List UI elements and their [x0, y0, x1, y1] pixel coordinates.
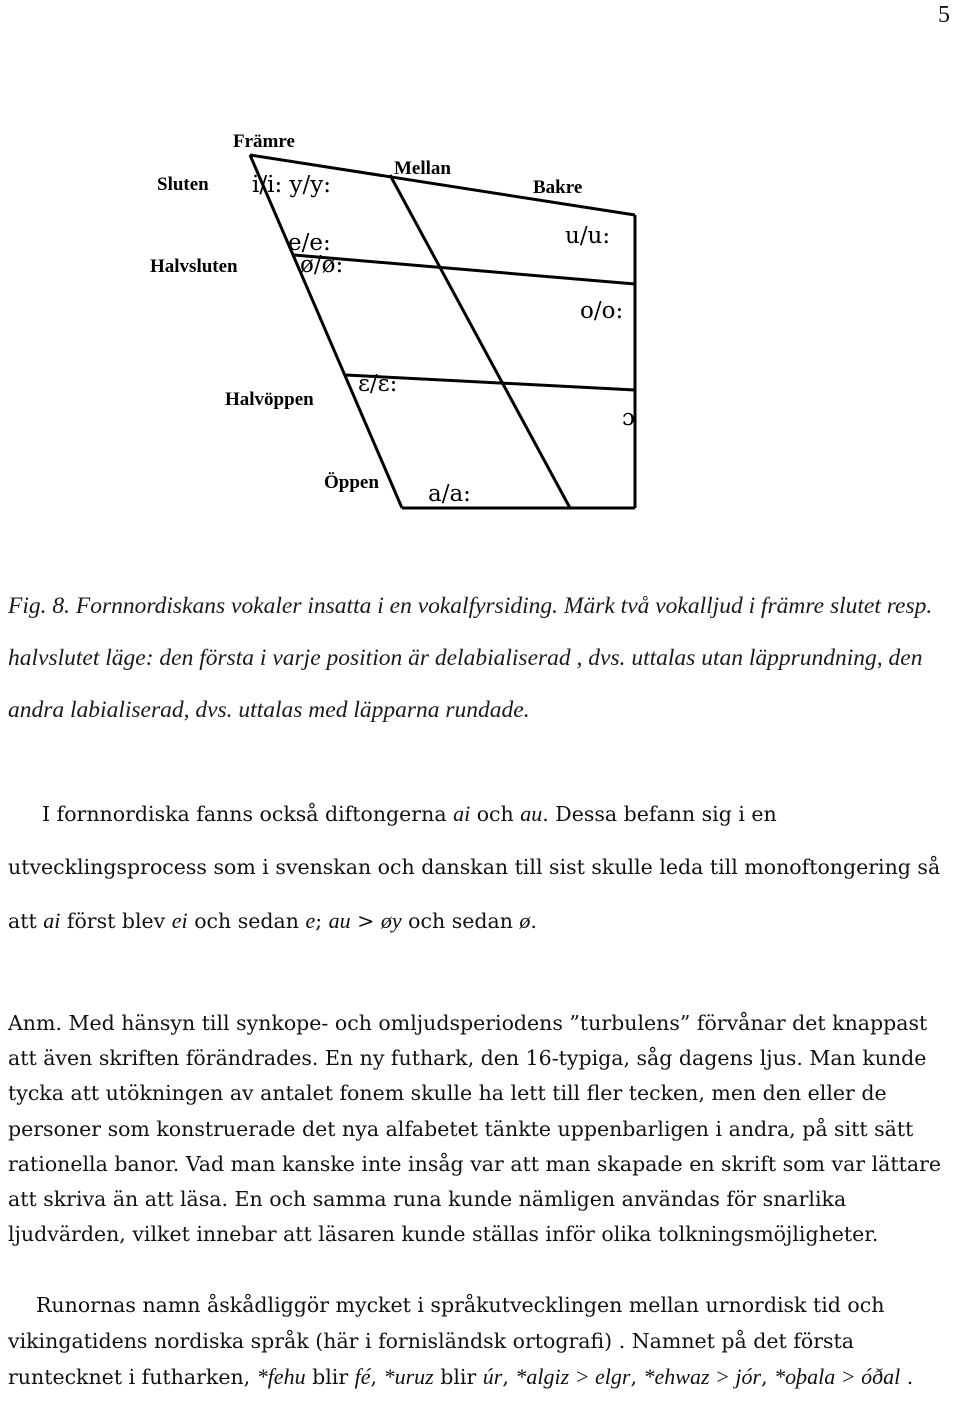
term-ur: úr — [482, 1364, 503, 1389]
term-au: au — [328, 908, 351, 933]
runes-text: , — [630, 1365, 644, 1389]
vowel-close-mid-back: o/o: — [580, 298, 624, 324]
term-fehu: *fehu — [256, 1364, 306, 1389]
diphthong-paragraph — [8, 787, 953, 948]
diphthong-text: och sedan — [187, 909, 306, 933]
diphthong-text: . — [530, 909, 537, 933]
term-algiz: *algiz > elgr — [515, 1364, 631, 1389]
chart-close-mid-line — [294, 255, 635, 284]
term-oy: øy — [380, 908, 402, 933]
label-back: Bakre — [533, 177, 583, 198]
diphthong-text: > — [350, 909, 381, 933]
diphthong-text: och — [470, 802, 521, 826]
page-number: 5 — [938, 2, 950, 28]
term-o: ø — [519, 908, 531, 933]
vowel-close-mid-front-unrounded: e/e: — [288, 230, 331, 256]
label-open: Öppen — [324, 472, 379, 493]
label-open-mid: Halvöppen — [225, 389, 314, 410]
runes-text: , — [502, 1365, 516, 1389]
runes-text: Runornas namn åskådliggör mycket i språkutvecklingen mellan urnordisk tid och vikingatidens nordiska språk (här i fornisländsk ortografi) . Namnet på det första runtecknet i futharken, — [8, 1293, 885, 1389]
diphthong-text: ; — [315, 909, 329, 933]
diphthong-text: I fornnordiska fanns också diftongerna — [42, 802, 454, 826]
vowel-close-back: u/u: — [565, 223, 611, 249]
term-au: au — [520, 801, 543, 826]
chart-central-divider — [390, 175, 570, 508]
term-ai: ai — [43, 908, 61, 933]
term-ai: ai — [453, 801, 471, 826]
vowel-open-mid-front: ɛ/ɛ: — [358, 371, 398, 397]
term-ei: ei — [171, 908, 188, 933]
label-close-mid: Halvsluten — [150, 256, 238, 277]
label-front: Främre — [233, 131, 295, 152]
label-close: Sluten — [157, 174, 209, 195]
runes-text: . — [900, 1365, 914, 1389]
term-fe: fé — [354, 1364, 371, 1389]
term-othala: *oþala > óðal — [774, 1364, 901, 1389]
figure-caption: Fig. 8. Fornnordiskans vokaler insatta i en vokalfyrsiding. Märk två vokalljud i främre slutet resp. halvslutet läge: den första i varje position är delabialiserad , dvs. uttalas utan läpprundning, den andra labialiserad, dvs. uttalas med läpparna rundade. — [8, 593, 933, 723]
diphthong-text: och sedan — [401, 909, 520, 933]
rune-names-paragraph — [8, 1288, 953, 1396]
diphthong-text: . Dessa befann sig i en utvecklingsprocess som i svenskan och danskan till sist skulle leda till monoftongering så att — [8, 802, 941, 933]
label-central: Mellan — [394, 158, 451, 179]
vowel-close-mid-front-rounded: ø/ø: — [300, 252, 344, 278]
chart-left-edge — [250, 155, 402, 508]
vowel-open: a/a: — [428, 481, 471, 507]
vowel-open-mid-back: ɔ — [622, 405, 635, 431]
note-paragraph: Anm. Med hänsyn till synkope- och omljudsperiodens ”turbulens” förvånar det knappast att även skriften förändrades. En ny futhark, den 16-typiga, såg dagens ljus. Man kunde tycka att utökningen av antalet fonem skulle ha lett till fler tecken, men den eller de personer som konstruerade det nya alfabetet tänkte uppenbarligen i andra, på sitt sätt rationella banor. Vad man kanske inte insåg var att man skapade en skrift som var lättare att skriva än att läsa. En och samma runa kunde nämligen användas för snarlika ljudvärden, vilket innebar att läsaren kunde ställas inför olika tolkningsmöjligheter. — [8, 1011, 942, 1247]
diphthong-text: först blev — [60, 909, 172, 933]
term-e: e — [305, 908, 316, 933]
vowel-close-front: i/i: y/y: — [252, 172, 332, 198]
runes-text: blir — [305, 1365, 355, 1389]
runes-text: , — [761, 1365, 775, 1389]
runes-text: blir — [433, 1365, 483, 1389]
runes-text: , — [370, 1365, 384, 1389]
term-uruz: *uruz — [383, 1364, 434, 1389]
term-ehwaz: *ehwaz > jór — [643, 1364, 762, 1389]
vowel-quadrilateral-chart — [140, 120, 660, 520]
